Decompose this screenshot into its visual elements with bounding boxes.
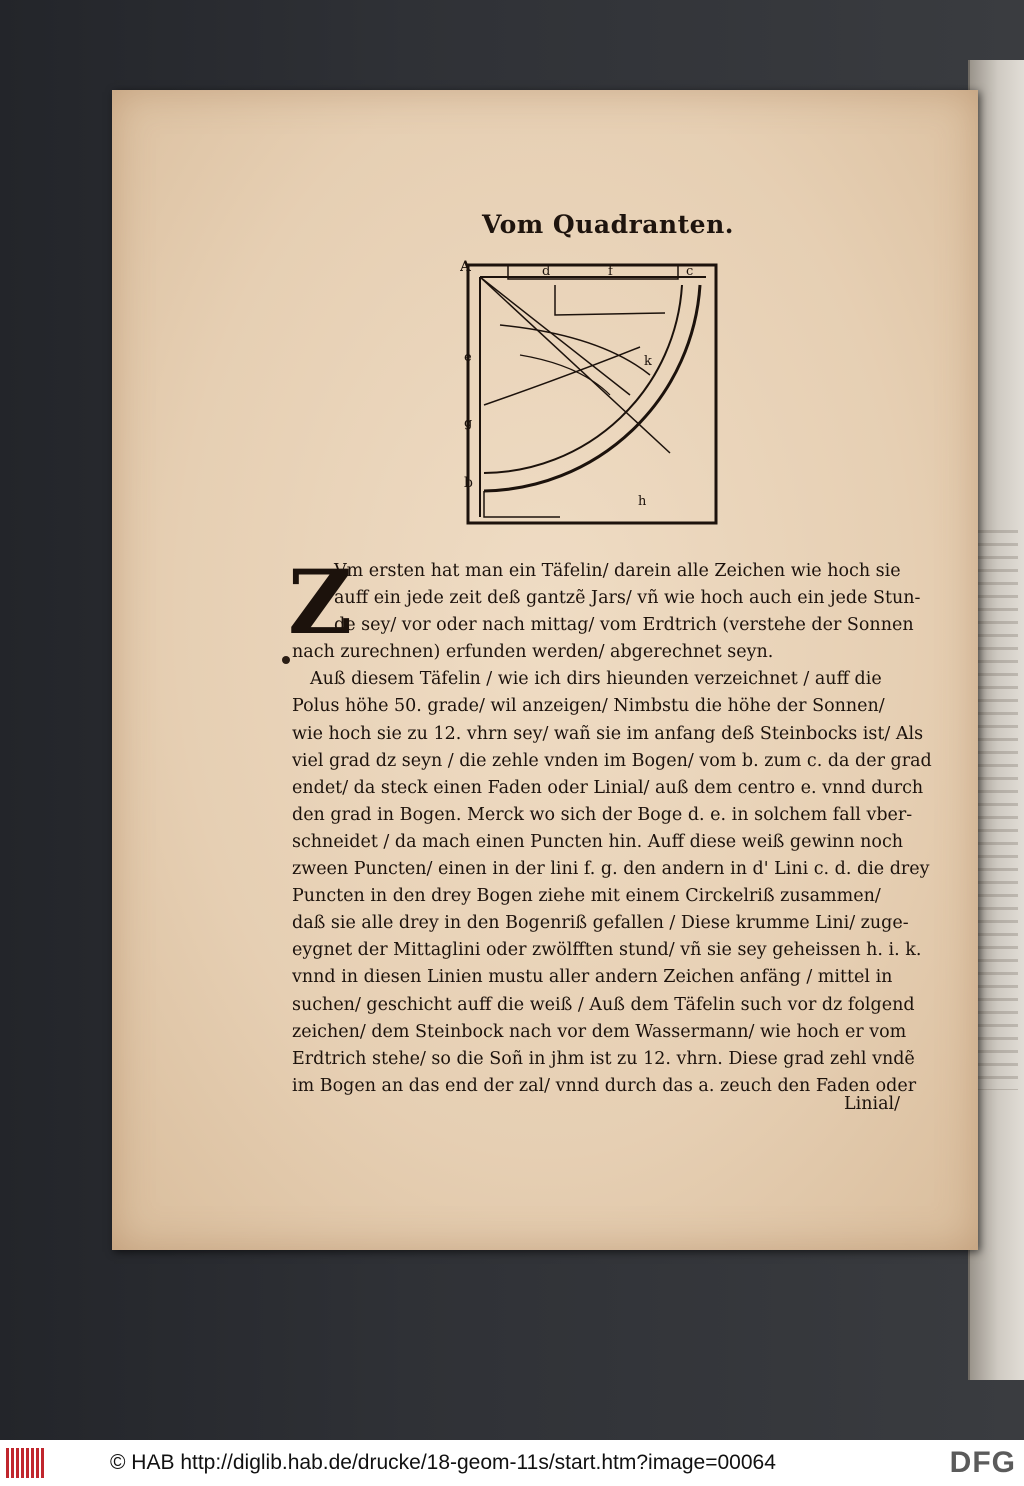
text-line: Auß diesem Täfelin / wie ich dirs hieunden verzeichnet / auff die <box>310 669 882 690</box>
text-line: vnnd in diesen Linien mustu aller andern Zeichen anfäng / mittel in <box>292 967 893 988</box>
margin-dot <box>282 656 290 664</box>
letter-g: g <box>464 416 473 431</box>
body-text <box>288 550 942 1100</box>
letter-b: b <box>464 475 473 491</box>
footer-source-link[interactable]: © HAB http://diglib.hab.de/drucke/18-geom-11s/start.htm?image=00064 <box>110 1451 776 1474</box>
text-line: schneidet / da mach einen Puncten hin. Auff diese weiß gewinn noch <box>292 831 904 852</box>
text-line: wie hoch sie zu 12. vhrn sey/ wañ sie im anfang deß Steinbocks ist/ Als <box>292 723 924 744</box>
text-line: zween Puncten/ einen in der lini f. g. den andern in d' Lini c. d. die drey <box>292 859 930 880</box>
text-line: suchen/ geschicht auff die weiß / Auß dem Täfelin such vor dz folgend <box>292 994 915 1015</box>
text-line: Erdtrich stehe/ so die Soñ in jhm ist zu 12. vhrn. Diese grad zehl vndẽ <box>292 1048 915 1069</box>
text-line: endet/ da steck einen Faden oder Linial/ auß dem centro e. vnnd durch <box>292 777 924 798</box>
text-line: viel grad dz seyn / die zehle vnden im Bogen/ vom b. zum c. da der grad <box>292 750 932 771</box>
footer-bar <box>0 1440 1024 1486</box>
text-line: nach zurechnen) erfunden werden/ abgerechnet seyn. <box>292 642 774 663</box>
letter-k: k <box>644 354 652 369</box>
text-line: im Bogen an das end der zal/ vnnd durch das a. zeuch den Faden oder <box>292 1075 917 1096</box>
page-heading: Vom Quadranten. <box>482 210 734 239</box>
drop-cap: Z <box>288 550 353 654</box>
letter-e: e <box>464 350 472 365</box>
book-page <box>112 90 978 1250</box>
hab-barcode-icon <box>6 1448 46 1478</box>
adjacent-page-text <box>978 530 1018 1090</box>
letter-f: f <box>608 264 613 279</box>
text-line: den grad in Bogen. Merck wo sich der Boge d. e. in solchem fall vber- <box>292 804 913 825</box>
text-line: Vm ersten hat man ein Täfelin/ darein alle Zeichen wie hoch sie <box>334 561 901 581</box>
letter-a: A <box>460 259 471 275</box>
text-line: eygnet der Mittaglini oder zwölfften stund/ vñ sie sey geheissen h. i. k. <box>292 940 922 961</box>
letter-c: c <box>686 264 694 279</box>
text-line: auff ein jede zeit deß gantzẽ Jars/ vñ wie hoch auch ein jede Stun- <box>334 588 921 609</box>
text-line: daß sie alle drey in den Bogenriß gefallen / Diese krumme Lini/ zuge- <box>292 913 909 934</box>
catchword: Linial/ <box>844 1094 901 1114</box>
dfg-logo: DFG <box>949 1446 1016 1479</box>
text-line: Puncten in den drey Bogen ziehe mit einem Circkelriß zusammen/ <box>292 886 881 907</box>
letter-h: h <box>638 494 647 509</box>
text-line: zeichen/ dem Steinbock nach vor dem Wassermann/ wie hoch er vom <box>292 1021 907 1042</box>
letter-d: d <box>542 264 551 279</box>
quadrant-woodcut <box>460 255 722 525</box>
text-line: Polus höhe 50. grade/ wil anzeigen/ Nimbstu die höhe der Sonnen/ <box>292 696 885 717</box>
text-line: de sey/ vor oder nach mittag/ vom Erdtrich (verstehe der Sonnen <box>334 615 914 636</box>
